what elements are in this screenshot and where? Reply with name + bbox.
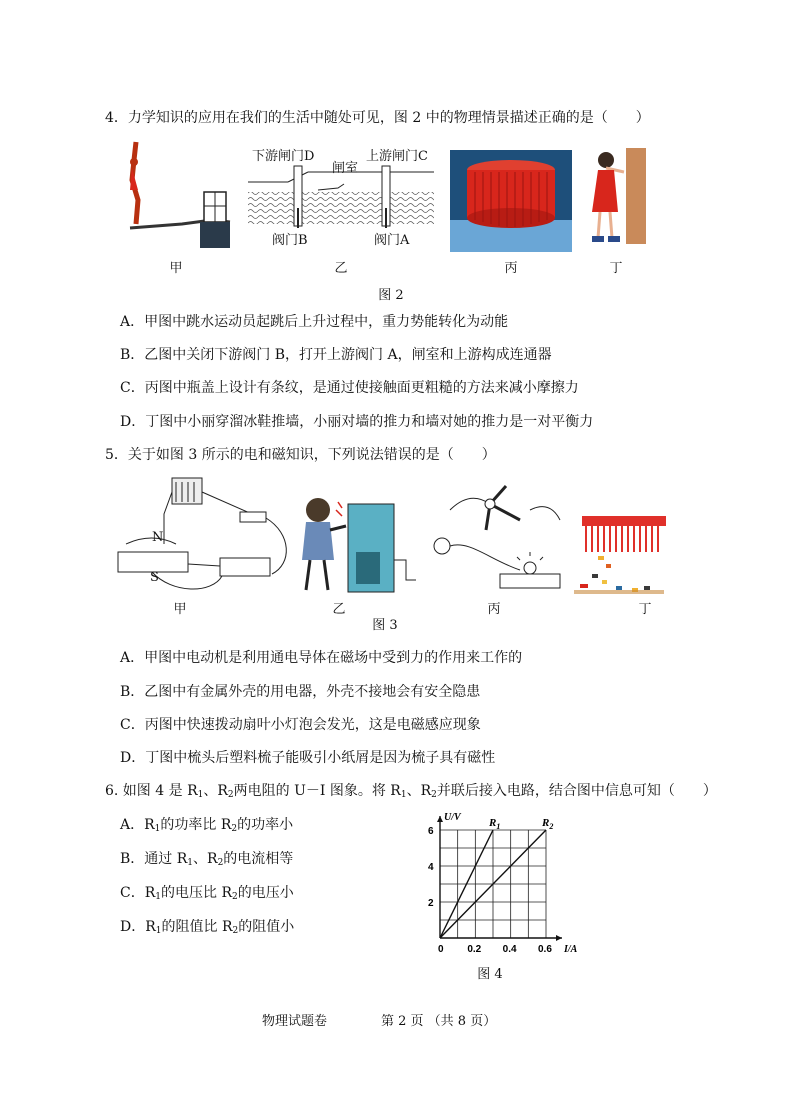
chart-x-axis-arrow xyxy=(556,935,562,941)
q5-stem: 5．关于如图 3 所示的电和磁知识，下列说法错误的是（ ） xyxy=(105,447,496,463)
q4-stem: 4．力学知识的应用在我们的生活中随处可见，图 2 中的物理情景描述正确的是（ ） xyxy=(105,110,650,126)
fig2-girl-wall-image xyxy=(588,148,646,248)
fig3-caption-jia: 甲 xyxy=(173,602,187,617)
q4-option-c: C．丙图中瓶盖上设计有条纹，是通过使接触面更粗糙的方法来减小摩擦力 xyxy=(120,380,579,396)
q6-stem: 6. 如图 4 是 $R_1$、$R_2$两电阻的 U－I 图象。将 $R_1$、$R_2$并联后接入电路，结合图中信息可知（ ） xyxy=(105,783,717,800)
chart-series-label-r2: $R_2$ xyxy=(542,817,554,831)
chart-x-tick-label: 0.6 xyxy=(538,944,552,955)
q5-option-c: C．丙图中快速拨动扇叶小灯泡会发光，这是电磁感应现象 xyxy=(120,717,481,733)
fig3-title: 图 3 xyxy=(372,618,398,633)
fig2-caption-ding: 丁 xyxy=(609,261,623,276)
fig2-caption-jia: 甲 xyxy=(169,261,183,276)
chart-series-label-r1: $R_1$ xyxy=(489,817,501,831)
chart-y-tick-label: 6 xyxy=(428,826,434,837)
q6-option-a: A．$R_1$的功率比 $R_2$的功率小 xyxy=(120,817,294,834)
fig2-bottle-cap-image xyxy=(450,150,572,252)
q5-option-d: D．丁图中梳头后塑料梳子能吸引小纸屑是因为梳子具有磁性 xyxy=(120,750,496,766)
fig3-motor-circuit-diagram xyxy=(112,474,302,602)
q6-option-b: B．通过 $R_1$、$R_2$的电流相等 xyxy=(120,851,294,868)
chart-x-tick-label: 0.4 xyxy=(502,944,517,955)
footer-page: 第 2 页 （共 8 页） xyxy=(381,1014,497,1029)
q6-option-c: C．$R_1$的电压比 $R_2$的电压小 xyxy=(120,885,294,902)
q4-option-b: B．乙图中关闭下游阀门 B，打开上游阀门 A，闸室和上游构成连通器 xyxy=(120,347,552,363)
fig3-fan-generator-image xyxy=(430,480,570,596)
fig4-ui-chart xyxy=(410,808,590,960)
fig3-label-n: N xyxy=(152,530,164,545)
fig2-caption-yi: 乙 xyxy=(334,261,348,276)
footer-subject: 物理试题卷 xyxy=(262,1014,328,1029)
fig3-label-s: S xyxy=(150,570,159,585)
q6-option-d: D．$R_1$的阻值比 $R_2$的阻值小 xyxy=(120,919,295,936)
q5-option-a: A．甲图中电动机是利用通电导体在磁场中受到力的作用来工作的 xyxy=(120,650,523,666)
fig2-label-c-gate: 上游闸门C xyxy=(366,149,428,164)
chart-x-tick-label: 0.2 xyxy=(467,944,482,955)
fig2-label-d-gate: 下游闸门D xyxy=(252,149,315,164)
fig2-title: 图 2 xyxy=(378,288,404,303)
fig3-comb-image xyxy=(572,516,668,596)
fig4-title: 图 4 xyxy=(477,967,503,982)
chart-y-axis-label: U/V xyxy=(444,812,461,823)
chart-y-tick-label: 4 xyxy=(428,862,434,873)
q4-option-a: A．甲图中跳水运动员起跳后上升过程中，重力势能转化为动能 xyxy=(120,314,509,330)
chart-x-axis-label: I/A xyxy=(564,944,578,955)
fig3-caption-ding: 丁 xyxy=(638,602,652,617)
fig2-label-b-valve: 阀门B xyxy=(272,233,308,248)
fig2-diver-image xyxy=(122,140,234,252)
chart-x-tick-label: 0 xyxy=(438,944,444,955)
q5-option-b: B．乙图中有金属外壳的用电器，外壳不接地会有安全隐患 xyxy=(120,684,481,700)
chart-y-axis-arrow xyxy=(437,816,443,822)
fig3-caption-yi: 乙 xyxy=(332,602,346,617)
fig2-label-a-valve: 阀门A xyxy=(374,233,410,248)
chart-y-tick-label: 2 xyxy=(428,898,434,909)
q4-option-d: D．丁图中小丽穿溜冰鞋推墙，小丽对墙的推力和墙对她的推力是一对平衡力 xyxy=(120,414,594,430)
fig3-appliance-shock-image xyxy=(296,490,426,598)
fig2-label-chamber: 闸室 xyxy=(332,161,359,176)
fig2-caption-bing: 丙 xyxy=(504,261,518,276)
fig3-caption-bing: 丙 xyxy=(487,602,501,617)
